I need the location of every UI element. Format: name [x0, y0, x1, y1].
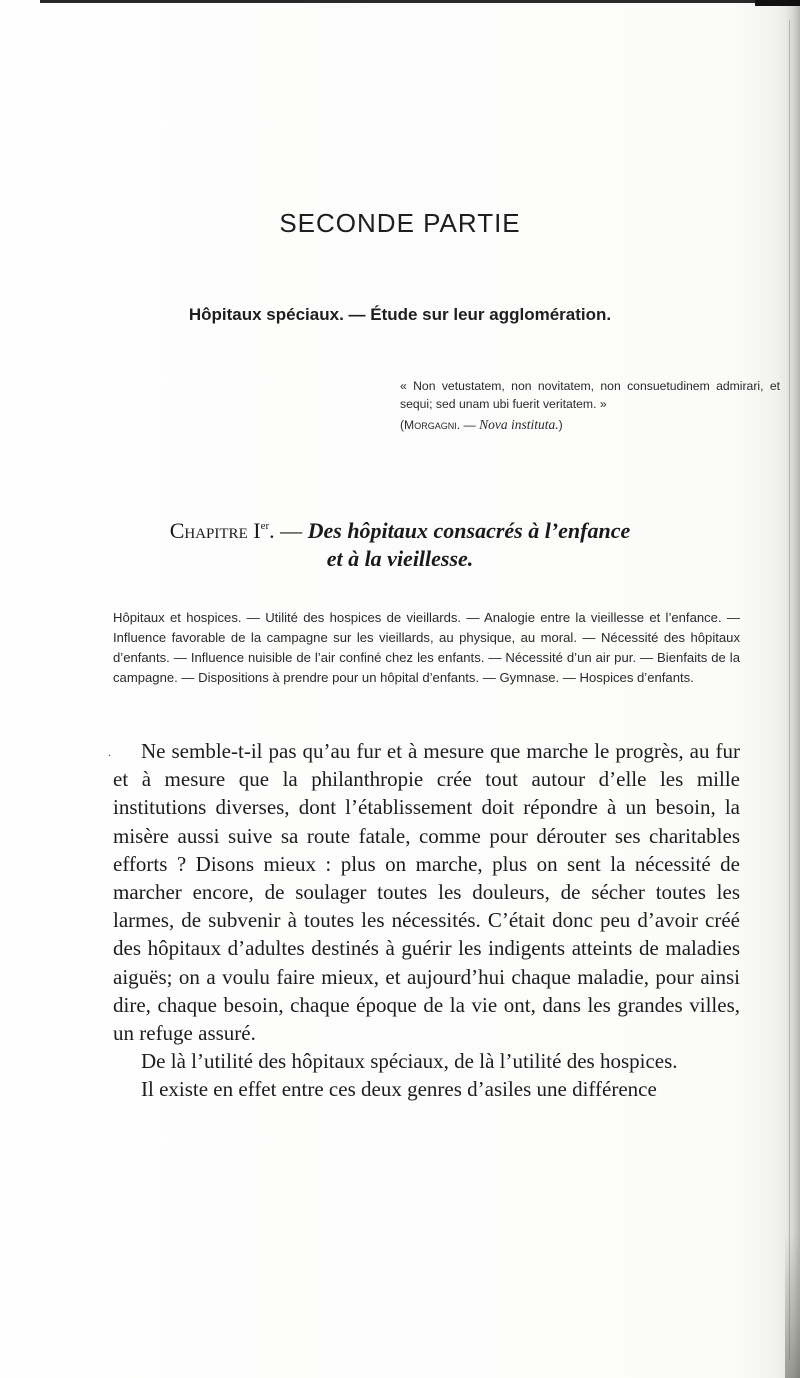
chapter-summary: Hôpitaux et hospices. — Utilité des hospices de vieillards. — Analogie entre la vieillesse et l’enfance. — Influence favorable de la campagne sur les vieillards, au physique, au moral. — Nécessité des hôpitaux d’enfants. — Influence nuisible de l’air confiné chez les enfants. — Nécessité d’un air pur. — Bienfaits de la campagne. — Dispositions à prendre pour un hôpital d’enfants. — Gymnase. — Hospices d’enfants. — [113, 610, 740, 685]
page-stain — [785, 1230, 800, 1378]
chapter-heading-line1 — [0, 512, 800, 545]
part-subtitle: Hôpitaux spéciaux. — Étude sur leur agglomération. — [188, 305, 612, 324]
chapter-number: I — [253, 518, 261, 543]
chapter-title-line2: et à la vieillesse. — [326, 546, 474, 571]
page-edge-shadow — [786, 0, 800, 1378]
body-text — [113, 737, 740, 1104]
part-title: SECONDE PARTIE — [279, 208, 521, 238]
epigraph — [400, 377, 780, 434]
epigraph-close: ) — [558, 418, 563, 432]
paragraph-2: De là l’utilité des hôpitaux spéciaux, de là l’utilité des hospices. — [141, 1049, 678, 1074]
chapter-title-line1: Des hôpitaux consacrés à l’enfance — [307, 518, 631, 543]
paragraph-1: Ne semble-t-il pas qu’au fur et à mesure que marche le progrès, au fur et à mesure que la philanthropie crée tout autour d’elle les mille institutions diverses, dont l’établissement doit répondre à un besoin, la misère aussi suive sa route fatale, comme pour dérouter ses charitables efforts ? Disons mieux : plus on marche, plus on sent la nécessité de marcher encore, de soulager toutes les douleurs, de sécher toutes les larmes, de subvenir à toutes les nécessités. C’était donc peu d’avoir créé des hôpitaux d’adultes destinés à guérir les indigents atteints de maladies aiguës; on a voulu faire mieux, et aujourd’hui chaque maladie, pour ainsi dire, chaque besoin, chaque époque de la vie ont, dans les grandes villes, un refuge assuré. — [113, 739, 740, 1046]
chapter-heading — [0, 512, 800, 573]
chapter-separator: . — — [269, 518, 308, 543]
epigraph-dash: — — [460, 418, 480, 432]
chapter-number-sup: er — [260, 520, 270, 532]
epigraph-quote: « Non vetustatem, non novitatem, non consuetudinem admirari, et sequi; sed unam ubi fuerit veritatem. » — [400, 379, 780, 411]
epigraph-citation — [400, 416, 780, 434]
chapter-label: Chapitre — [169, 518, 248, 543]
epigraph-work: Nova instituta. — [479, 417, 559, 432]
top-edge-rule — [40, 0, 800, 3]
margin-dot: . — [108, 745, 111, 759]
paragraph-3: Il existe en effet entre ces deux genres d’asiles une différence — [141, 1077, 657, 1102]
epigraph-author: (Morgagni. — [400, 418, 461, 432]
